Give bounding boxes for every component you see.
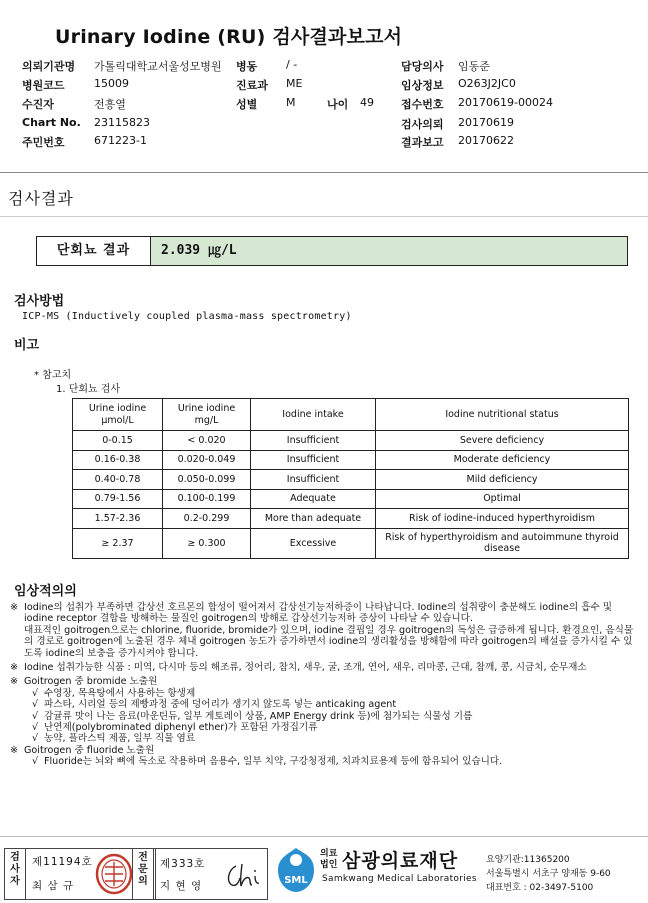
table-cell: 0.050-0.099: [163, 470, 251, 490]
results-heading: 검사결과: [8, 189, 74, 208]
reference-title: * 참고치: [34, 370, 72, 381]
sml-logo-icon: [274, 846, 318, 894]
reference-mark-icon: ※: [10, 662, 19, 674]
note-paragraph: ※ Iodine의 섭취가 부족하면 갑상선 호르몬의 합성이 떨어져서 갑상선기능저하증이 나타납니다. Iodine의 섭취량이 충분해도 iodine의 흡수 및 iodine receptor 결합을 방해하는 물질인 goitrogen의 방해로 갑상선기능저하 증상이 나타날 수 있습니다.: [10, 602, 612, 625]
table-cell: 0.79-1.56: [73, 489, 163, 509]
examiner-seal: [94, 852, 134, 896]
table-header: Iodine nutritional status: [376, 399, 629, 431]
clinical-heading: 임상적의의: [14, 584, 77, 599]
method-text: ICP-MS (Inductively coupled plasma-mass spectrometry): [22, 311, 352, 322]
table-cell: ≥ 2.37: [73, 528, 163, 558]
org-phone: 대표번호 : 02-3497-5100: [486, 883, 594, 893]
check-icon: √: [32, 733, 39, 745]
specialist-number: 제333호: [160, 858, 206, 870]
table-row: [73, 528, 629, 558]
table-cell: Risk of iodine-induced hyperthyroidism: [376, 509, 629, 529]
reference-mark-icon: ※: [10, 676, 19, 688]
list-item: √ 수영장, 목욕탕에서 사용하는 항생제: [32, 687, 196, 699]
table-cell: Optimal: [376, 489, 629, 509]
clinical-notes: [10, 602, 636, 768]
org-code: 요양기관:11365200: [486, 855, 570, 865]
list-item: √ 난연제(polybrominated diphenyl ether)가 포함된 가정집기류: [32, 722, 318, 734]
table-cell: 0-0.15: [73, 431, 163, 451]
table-header: Urine iodine μmol/L: [73, 399, 163, 431]
table-cell: Insufficient: [251, 470, 376, 490]
table-row: [73, 450, 629, 470]
remarks-heading: 비고: [14, 338, 40, 353]
table-row: [73, 489, 629, 509]
result-label: 단회뇨 결과: [37, 237, 151, 265]
org-english-name: Samkwang Medical Laboratories: [322, 874, 477, 884]
check-icon: √: [32, 756, 39, 768]
table-header-row: [73, 399, 629, 431]
table-cell: 0.16-0.38: [73, 450, 163, 470]
note-paragraph: ※ Iodine 섭취가능한 식품 : 미역, 다시마 등의 해조류, 정어리, 참치, 새우, 굴, 조개, 연어, 새우, 리마콩, 근대, 참깨, 콩, 시금치, 순무재소: [10, 662, 587, 674]
specialist-label: 전문의: [138, 852, 148, 887]
table-cell: Excessive: [251, 528, 376, 558]
table-header: Iodine intake: [251, 399, 376, 431]
note-subheading: ※ Goitrogen 중 fluoride 노출원: [10, 744, 155, 756]
specialist-name: 지 현 영: [160, 880, 203, 892]
examiner-label: 검사자: [10, 852, 20, 887]
table-cell: Adequate: [251, 489, 376, 509]
table-cell: 0.2-0.299: [163, 509, 251, 529]
list-item: √ 농약, 플라스틱 제품, 일부 직물 염료: [32, 733, 196, 745]
check-icon: √: [32, 710, 39, 722]
org-name: 삼광의료재단: [342, 850, 459, 872]
reference-table: [72, 398, 629, 559]
examiner-name: 최 삼 규: [32, 880, 75, 892]
table-row: [73, 470, 629, 490]
table-cell: Severe deficiency: [376, 431, 629, 451]
result-box: [36, 236, 628, 266]
note-subheading: ※ Goitrogen 중 bromide 노출원: [10, 676, 158, 688]
table-cell: More than adequate: [251, 509, 376, 529]
note-paragraph: 대표적인 goitrogen으로는 chlorine, fluoride, bromide가 있으며, iodine 결핍일 경우 goitrogen의 독성은 급증하게 됩니다. 환경요인, 음식물의 경로로 goitrogen에 노출된 경우 체내 goitrogen 농도가 증가하면서 iodine의 생리활성을 방해함에 따라 goitrogen의 배설을 증가시킬 수 있도록 iodine의 보충을 증가시켜야 합니다.: [24, 624, 634, 659]
table-cell: < 0.020: [163, 431, 251, 451]
footer-divider: [0, 836, 648, 837]
examiner-number: 제11194호: [32, 856, 93, 868]
divider: [0, 216, 648, 217]
table-cell: 1.57-2.36: [73, 509, 163, 529]
table-row: [73, 509, 629, 529]
org-address: 서울특별시 서초구 양재동 9-60: [486, 869, 611, 879]
table-cell: Risk of hyperthyroidism and autoimmune thyroid disease: [376, 528, 629, 558]
reference-mark-icon: ※: [10, 744, 19, 756]
table-cell: Moderate deficiency: [376, 450, 629, 470]
table-cell: Insufficient: [251, 450, 376, 470]
table-cell: Mild deficiency: [376, 470, 629, 490]
check-icon: √: [32, 687, 39, 699]
list-item: √ 감귤류 맛이 나는 음료(마운틴듀, 일부 게토레이 상품, AMP Energy drink 등)에 첨가되는 식물성 기름: [32, 710, 473, 722]
table-cell: 0.100-0.199: [163, 489, 251, 509]
method-heading: 검사방법: [14, 294, 65, 309]
result-value: 2.039 ㎍/L: [161, 243, 237, 258]
check-icon: √: [32, 699, 39, 711]
signature: [222, 860, 262, 892]
table-header: Urine iodine mg/L: [163, 399, 251, 431]
divider: [0, 172, 648, 173]
check-icon: √: [32, 722, 39, 734]
table-cell: Insufficient: [251, 431, 376, 451]
table-cell: 0.020-0.049: [163, 450, 251, 470]
report-title: Urinary Iodine (RU) 검사결과보고서: [55, 26, 403, 48]
reference-subtitle: 1. 단회뇨 검사: [56, 384, 121, 395]
reference-mark-icon: ※: [10, 602, 19, 613]
table-cell: ≥ 0.300: [163, 528, 251, 558]
org-prefix: 의료법인: [320, 849, 338, 870]
list-item: √ 파스타, 시리얼 등의 제빵과정 중에 덩어리가 생기지 않도록 넣는 anticaking agent: [32, 699, 397, 711]
list-item: √ Fluoride는 뇌와 뼈에 독소로 작용하며 음용수, 일부 치약, 구강청정제, 치과치료용제 등에 함유되어 있습니다.: [32, 756, 503, 768]
table-row: [73, 431, 629, 451]
table-cell: 0.40-0.78: [73, 470, 163, 490]
logo-text: SML: [284, 875, 308, 886]
